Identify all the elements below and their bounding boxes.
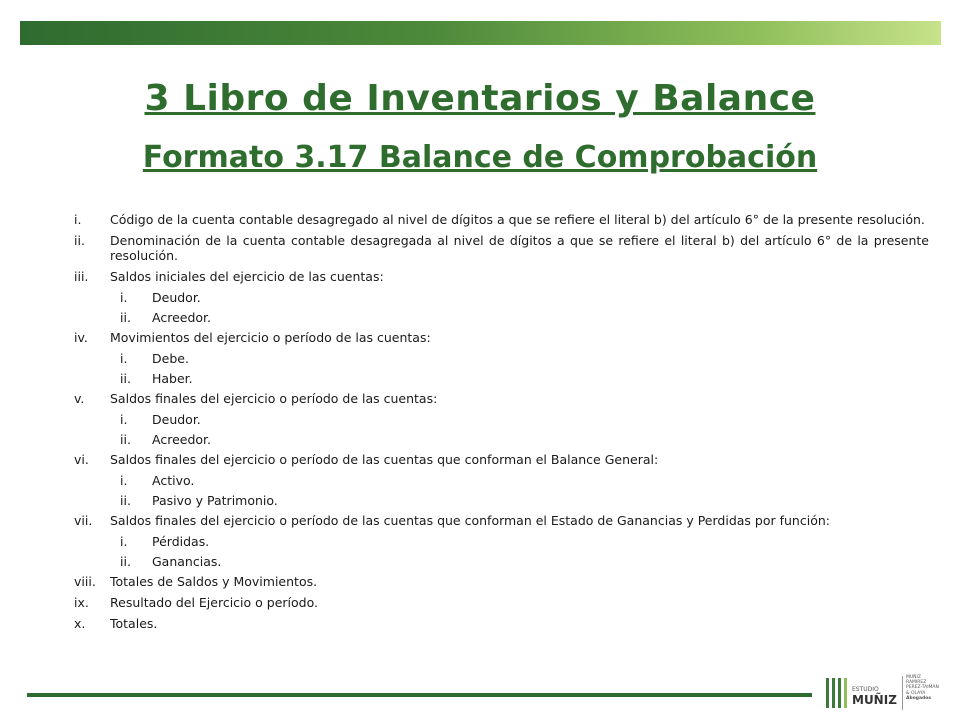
sub-list-item-number: ii. <box>120 493 131 508</box>
sub-list-item-text: Haber. <box>152 371 193 386</box>
list-item-text: Movimientos del ejercicio o período de las cuentas: <box>110 330 431 345</box>
list-item-text: Resultado del Ejercicio o período. <box>110 595 318 610</box>
sub-list-item-text: Ganancias. <box>152 554 222 569</box>
logo-text-estudio: ESTUDIO <box>852 686 879 693</box>
sub-list-item <box>120 412 929 427</box>
list-item-number: viii. <box>74 574 96 589</box>
sub-list-item-number: ii. <box>120 554 131 569</box>
sub-list-item <box>120 290 929 305</box>
list-item-number: iv. <box>74 330 88 345</box>
list-item-number: ii. <box>74 233 85 248</box>
top-banner-bar <box>20 21 941 45</box>
sub-list-item-number: ii. <box>120 432 131 447</box>
list-item <box>74 269 929 284</box>
list-item <box>74 616 929 631</box>
sub-list-item <box>120 473 929 488</box>
sub-list-item-number: i. <box>120 351 128 366</box>
list-item-number: iii. <box>74 269 89 284</box>
list-item-number: x. <box>74 616 86 631</box>
list-item <box>74 212 929 227</box>
sub-list-item-text: Acreedor. <box>152 432 211 447</box>
list-item-text: Código de la cuenta contable desagregado al nivel de dígitos a que se refiere el literal b) del artículo 6° de la presente resolución. <box>110 212 925 227</box>
logo-partner-line: PEREZ-TAIMAN <box>906 685 939 691</box>
list-item <box>74 391 929 406</box>
sub-list-item <box>120 534 929 549</box>
logo-partner-line: & OLAYA <box>906 690 926 696</box>
logo-partner-line: MUÑIZ <box>906 675 921 680</box>
sub-list-item <box>120 554 929 569</box>
list-item-text: Denominación de la cuenta contable desagregada al nivel de dígitos a que se refiere el literal b) del artículo 6° de la presente resolución. <box>110 233 929 263</box>
sub-list-item-text: Acreedor. <box>152 310 211 325</box>
sub-list-item <box>120 310 929 325</box>
sub-list-item-text: Debe. <box>152 351 189 366</box>
sub-list-item-number: ii. <box>120 310 131 325</box>
sub-list-item-text: Pérdidas. <box>152 534 210 549</box>
logo-separator <box>902 676 903 710</box>
list-item-number: i. <box>74 212 82 227</box>
list-item <box>74 513 929 528</box>
list-item <box>74 452 929 467</box>
sub-list-item <box>120 351 929 366</box>
list-item-text: Saldos iniciales del ejercicio de las cuentas: <box>110 269 384 284</box>
list-item <box>74 330 929 345</box>
bottom-divider <box>27 693 812 697</box>
item-list <box>74 212 929 637</box>
sub-list-item <box>120 493 929 508</box>
list-item-number: v. <box>74 391 85 406</box>
list-item <box>74 595 929 610</box>
sub-list-item <box>120 371 929 386</box>
list-item-number: vi. <box>74 452 89 467</box>
logo-partners <box>906 675 939 701</box>
sub-list-item-number: i. <box>120 290 128 305</box>
page-title: 3 Libro de Inventarios y Balance <box>144 78 816 119</box>
list-item-number: vii. <box>74 513 93 528</box>
list-item-text: Saldos finales del ejercicio o período de las cuentas: <box>110 391 438 406</box>
sub-list-item-number: i. <box>120 473 128 488</box>
logo-text-muniz: MUÑIZ <box>852 693 897 707</box>
list-item-text: Saldos finales del ejercicio o período de las cuentas que conforman el Balance General: <box>110 452 659 467</box>
sub-list-item-text: Pasivo y Patrimonio. <box>152 493 278 508</box>
logo-partner-line: RAMIREZ <box>906 680 927 686</box>
sub-list-item-text: Deudor. <box>152 290 201 305</box>
sub-list-item-text: Deudor. <box>152 412 201 427</box>
firm-logo <box>822 672 942 714</box>
logo-partner-line: Abogados <box>906 695 932 701</box>
list-item-number: ix. <box>74 595 89 610</box>
list-item-text: Totales de Saldos y Movimientos. <box>110 574 318 589</box>
sub-list-item <box>120 432 929 447</box>
sub-list-item-number: i. <box>120 412 128 427</box>
list-item-text: Totales. <box>110 616 158 631</box>
list-item-text: Saldos finales del ejercicio o período de las cuentas que conforman el Estado de Ganancias y Perdidas por función: <box>110 513 830 528</box>
sub-list-item-number: ii. <box>120 371 131 386</box>
sub-list-item-number: i. <box>120 534 128 549</box>
sub-list-item-text: Activo. <box>152 473 195 488</box>
list-item <box>74 233 929 263</box>
page-subtitle: Formato 3.17 Balance de Comprobación <box>142 140 818 175</box>
list-item <box>74 574 929 589</box>
